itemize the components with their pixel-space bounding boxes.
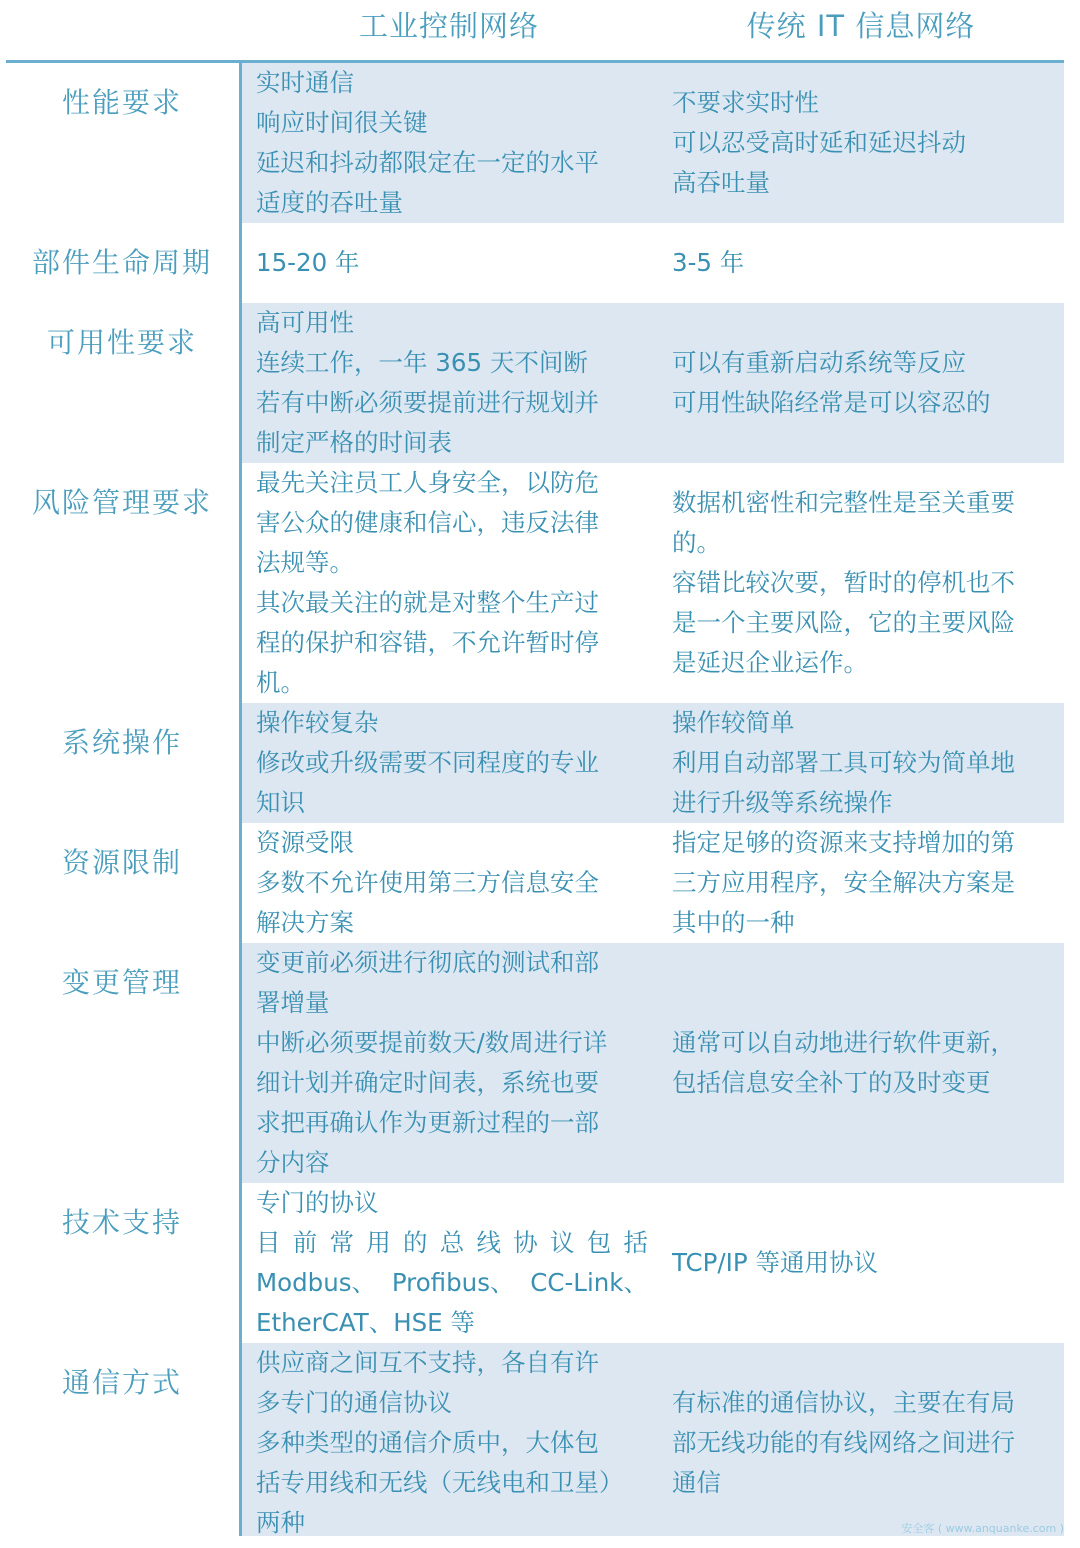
table-row: [0, 1343, 1064, 1536]
watermark: 安全客 ( www.anquanke.com ): [901, 1522, 1064, 1535]
it-cell: [672, 1243, 1054, 1283]
cell-line: 求把再确认作为更新过程的一部: [256, 1108, 599, 1137]
column-header-it: 传统 IT 信息网络: [746, 8, 976, 43]
cell-line: 署增量: [256, 988, 330, 1017]
row-label: 可用性要求: [46, 326, 197, 359]
cell-line: 高可用性: [256, 308, 354, 337]
cell-line: 的。: [672, 528, 721, 557]
table-row: [0, 63, 1064, 223]
ics-cell: [256, 303, 648, 463]
cell-line: 多专门的通信协议: [256, 1388, 452, 1417]
row-label: 通信方式: [61, 1366, 182, 1399]
cell-line: Modbus、 Profibus、 CC-Link、: [256, 1268, 648, 1297]
it-cell: [672, 1023, 1054, 1103]
ics-cell: [256, 703, 648, 823]
cell-line: 适度的吞吐量: [256, 188, 403, 217]
it-cell: [672, 703, 1054, 823]
ics-cell: [256, 823, 648, 943]
cell-line: 15-20 年: [256, 248, 360, 277]
row-label: 风险管理要求: [31, 486, 212, 519]
cell-line: 分内容: [256, 1148, 330, 1177]
cell-line: 中断必须要提前数天/数周进行详: [256, 1028, 608, 1057]
cell-line: 部无线功能的有线网络之间进行: [672, 1428, 1015, 1457]
cell-line: 最先关注员工人身安全，以防危: [256, 468, 599, 497]
cell-line: 若有中断必须要提前进行规划并: [256, 388, 599, 417]
cell-line: 两种: [256, 1508, 305, 1537]
table-row: [0, 303, 1064, 463]
cell-line: 可以忍受高时延和延迟抖动: [672, 128, 966, 157]
row-label: 系统操作: [61, 726, 182, 759]
cell-line: 指定足够的资源来支持增加的第: [672, 828, 1015, 857]
cell-line: 法规等。: [256, 548, 354, 577]
row-label: 部件生命周期: [31, 246, 212, 279]
cell-line: 利用自动部署工具可较为简单地: [672, 748, 1015, 777]
ics-cell: [256, 1343, 648, 1543]
it-cell: [672, 83, 1054, 203]
cell-line: 多数不允许使用第三方信息安全: [256, 868, 599, 897]
cell-line: 解决方案: [256, 908, 354, 937]
cell-line: 制定严格的时间表: [256, 428, 452, 457]
cell-line: 其中的一种: [672, 908, 795, 937]
cell-line: 操作较简单: [672, 708, 795, 737]
ics-cell: [256, 1183, 648, 1343]
ics-cell: [256, 943, 648, 1183]
row-label: 资源限制: [61, 846, 182, 879]
cell-line: 修改或升级需要不同程度的专业: [256, 748, 599, 777]
column-divider: [239, 63, 242, 1536]
cell-line: 有标准的通信协议，主要在有局: [672, 1388, 1015, 1417]
table-row: [0, 703, 1064, 823]
cell-line: 连续工作，一年 365 天不间断: [256, 348, 588, 377]
cell-line: 其次最关注的就是对整个生产过: [256, 588, 599, 617]
table-row: [0, 1183, 1064, 1343]
cell-line: 机。: [256, 668, 305, 697]
it-cell: [672, 343, 1054, 423]
cell-line: 三方应用程序，安全解决方案是: [672, 868, 1015, 897]
cell-line: 供应商之间互不支持，各自有许: [256, 1348, 599, 1377]
it-cell: [672, 1383, 1054, 1503]
cell-line: 3-5 年: [672, 248, 745, 277]
cell-line: 响应时间很关键: [256, 108, 428, 137]
it-cell: [672, 823, 1054, 943]
cell-line: 容错比较次要，暂时的停机也不: [672, 568, 1015, 597]
cell-line: 高吞吐量: [672, 168, 770, 197]
cell-line: 数据机密性和完整性是至关重要: [672, 488, 1015, 517]
cell-line: 害公众的健康和信心，违反法律: [256, 508, 599, 537]
cell-line: 知识: [256, 788, 305, 817]
cell-line: TCP/IP 等通用协议: [672, 1248, 878, 1277]
cell-line: 细计划并确定时间表，系统也要: [256, 1068, 599, 1097]
cell-line: 通常可以自动地进行软件更新，: [672, 1028, 1015, 1057]
table-row: [0, 223, 1064, 303]
cell-line: 通信: [672, 1468, 721, 1497]
cell-line: 专门的协议: [256, 1188, 379, 1217]
cell-line: 多种类型的通信介质中，大体包: [256, 1428, 599, 1457]
column-header-ics: 工业控制网络: [358, 8, 539, 43]
it-cell: [672, 243, 1054, 283]
it-cell: [672, 483, 1054, 683]
row-label: 性能要求: [61, 86, 182, 119]
cell-line: 延迟和抖动都限定在一定的水平: [256, 148, 599, 177]
table-row: [0, 943, 1064, 1183]
row-label: 变更管理: [61, 966, 182, 999]
cell-line: 可以有重新启动系统等反应: [672, 348, 966, 377]
cell-line: 包括信息安全补丁的及时变更: [672, 1068, 991, 1097]
cell-line: 实时通信: [256, 68, 354, 97]
cell-line: 不要求实时性: [672, 88, 819, 117]
ics-cell: [256, 243, 648, 283]
cell-line: 是一个主要风险，它的主要风险: [672, 608, 1015, 637]
cell-line: 资源受限: [256, 828, 354, 857]
cell-line: 操作较复杂: [256, 708, 379, 737]
cell-line: 是延迟企业运作。: [672, 648, 868, 677]
cell-line: 进行升级等系统操作: [672, 788, 893, 817]
cell-line: 变更前必须进行彻底的测试和部: [256, 948, 599, 977]
table-row: [0, 463, 1064, 703]
table-row: [0, 823, 1064, 943]
ics-cell: [256, 63, 648, 223]
cell-line: 括专用线和无线（无线电和卫星）: [256, 1468, 624, 1497]
cell-line: 目 前 常 用 的 总 线 协 议 包 括: [256, 1228, 648, 1257]
cell-line: 程的保护和容错，不允许暂时停: [256, 628, 599, 657]
cell-line: 可用性缺陷经常是可以容忍的: [672, 388, 991, 417]
cell-line: EtherCAT、HSE 等: [256, 1308, 475, 1337]
ics-cell: [256, 463, 648, 703]
row-label: 技术支持: [61, 1206, 182, 1239]
